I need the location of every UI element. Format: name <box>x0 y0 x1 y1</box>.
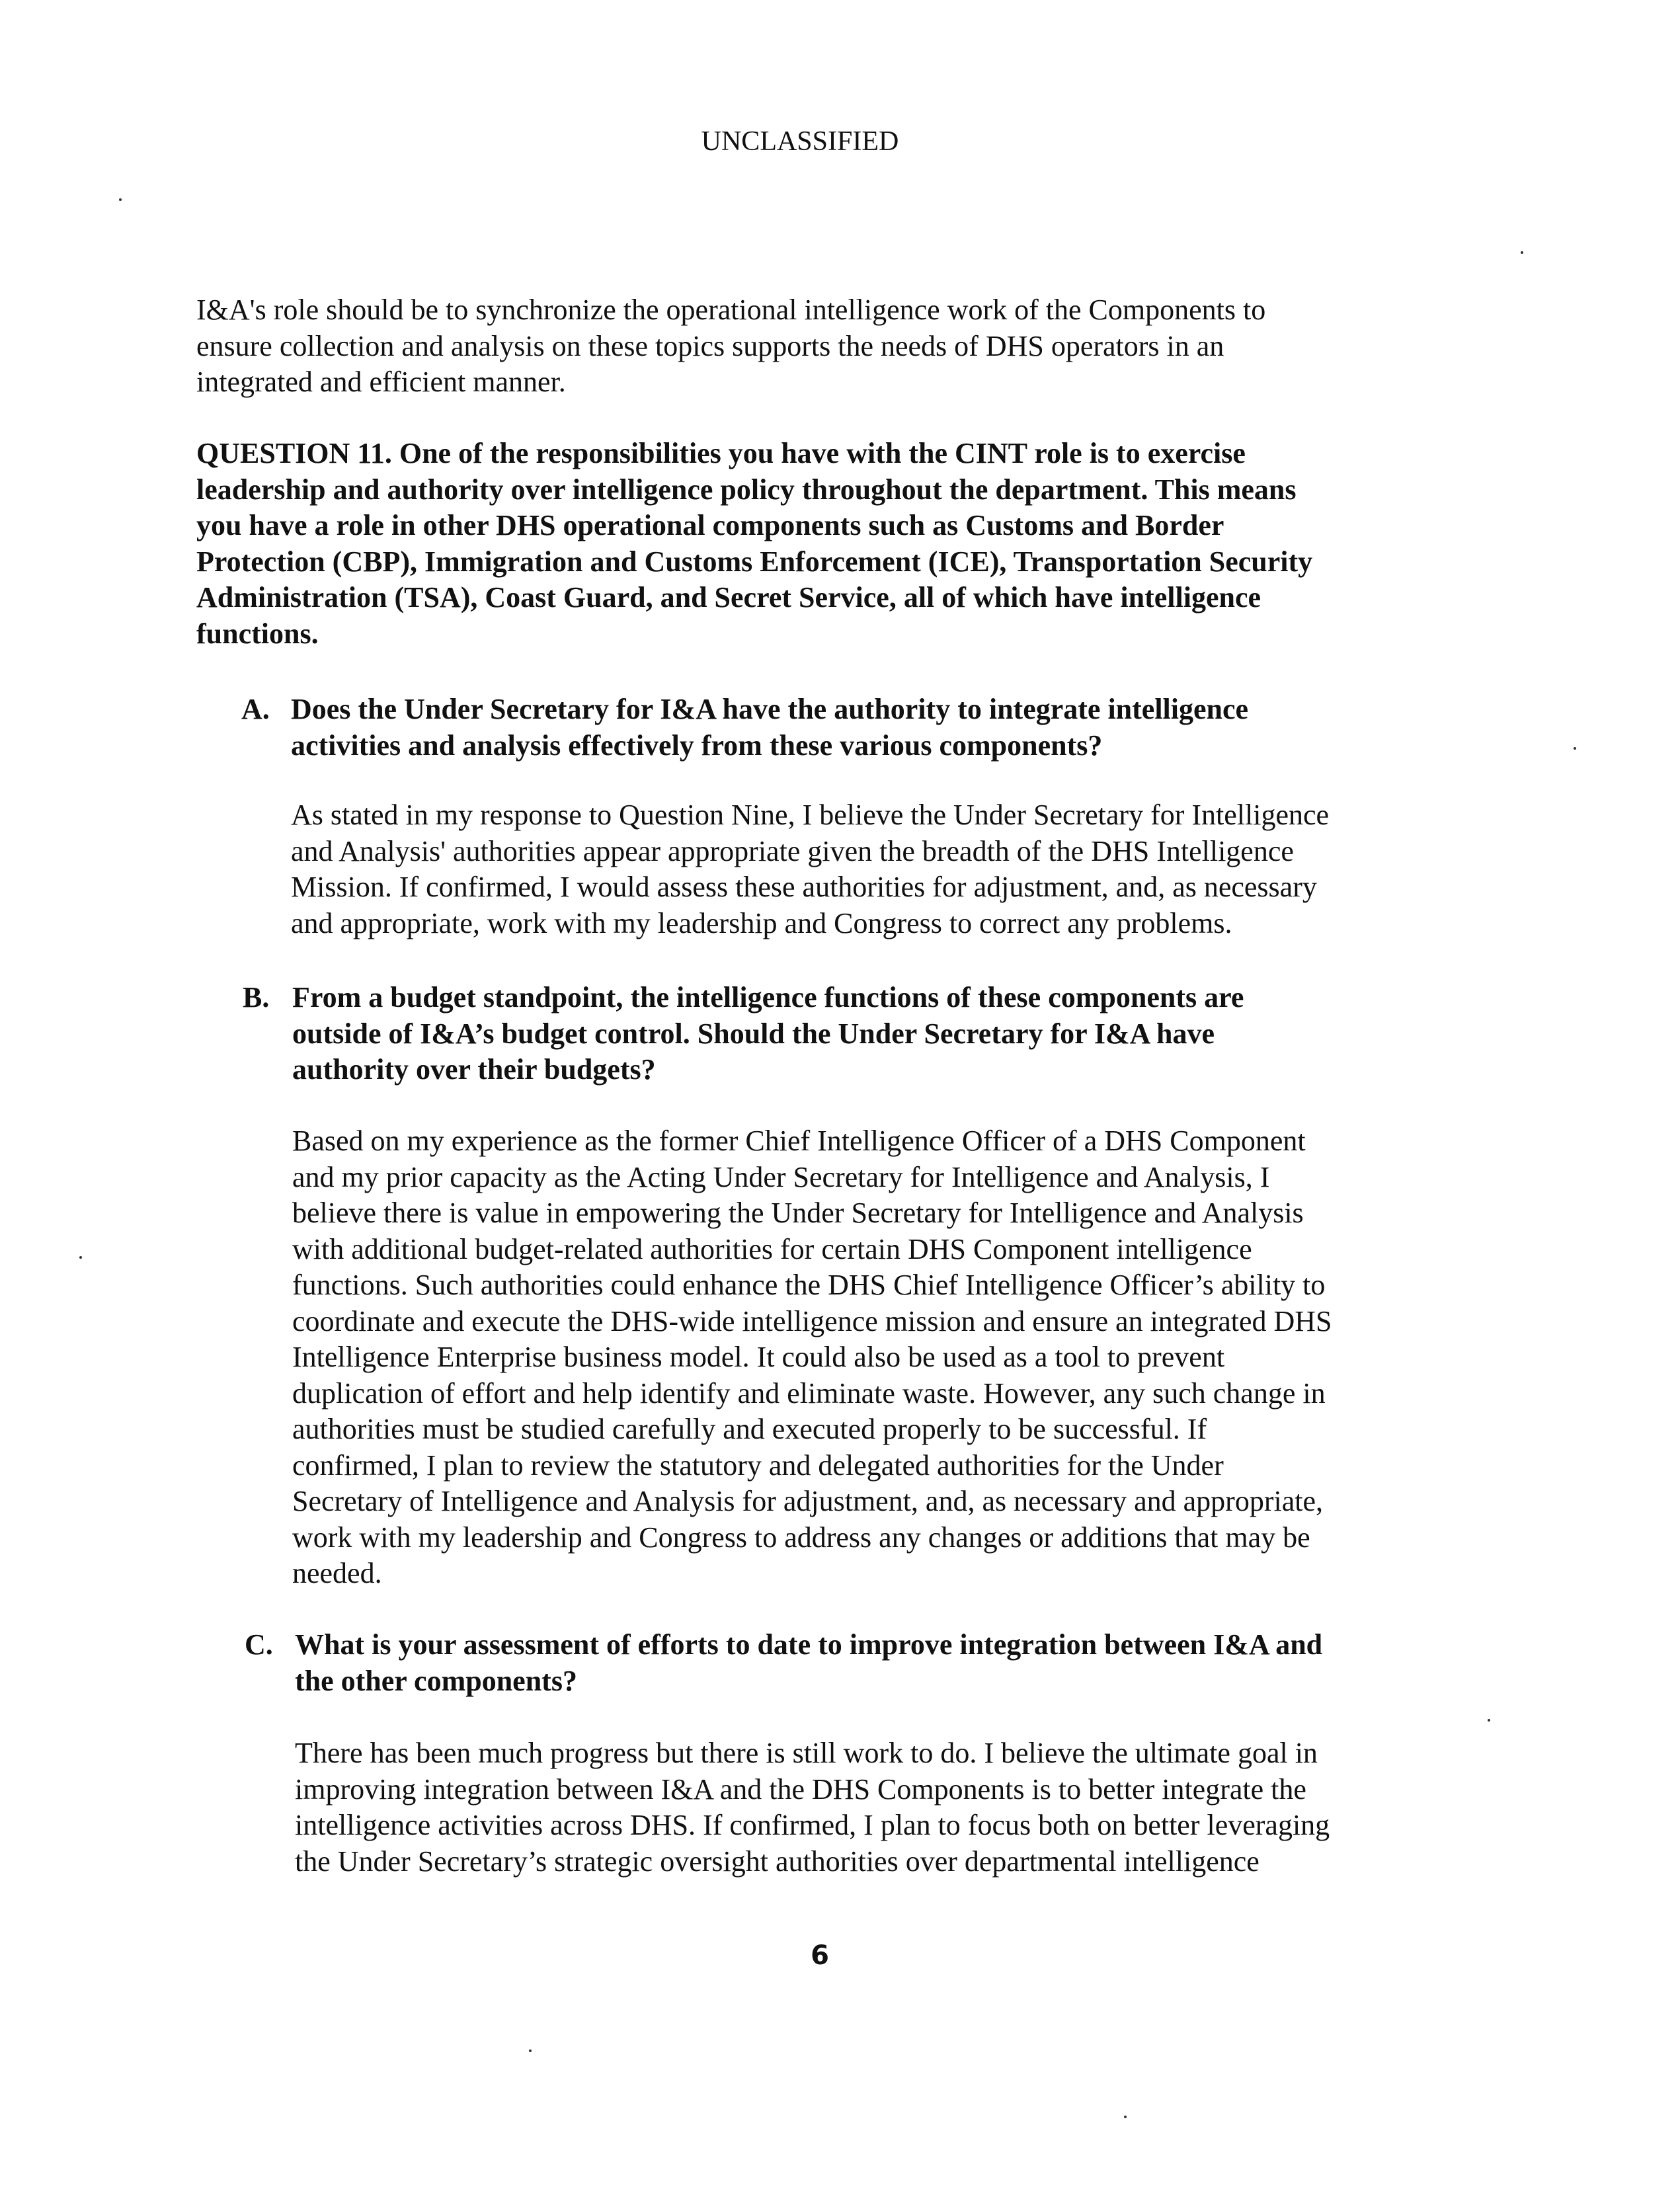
answer-b <box>292 1123 1332 1592</box>
text-line: with additional budget-related authorities for certain DHS Component intelligence <box>292 1232 1252 1265</box>
question-11 <box>196 435 1312 651</box>
classification-header: UNCLASSIFIED <box>701 126 899 157</box>
subquestion-label: C. <box>245 1628 273 1661</box>
scan-speck <box>1521 251 1523 254</box>
subquestion-a <box>291 692 1248 764</box>
subquestion-b <box>292 980 1244 1088</box>
text-line: outside of I&A’s budget control. Should the Under Secretary for I&A have <box>292 1017 1215 1050</box>
subquestion-label: A. <box>241 693 270 725</box>
text-line: As stated in my response to Question Nine, I believe the Under Secretary for Intelligence <box>291 799 1330 831</box>
text-line: improving integration between I&A and the DHS Components is to better integrate the <box>295 1772 1306 1806</box>
text-line: intelligence activities across DHS. If confirmed, I plan to focus both on better leveraging <box>295 1809 1330 1841</box>
text-line: coordinate and execute the DHS-wide intelligence mission and ensure an integrated DHS <box>292 1304 1332 1337</box>
intro-paragraph <box>196 292 1265 401</box>
answer-c <box>295 1735 1330 1880</box>
text-line: What is your assessment of efforts to date to improve integration between I&A and <box>295 1628 1323 1661</box>
text-line: and appropriate, work with my leadership and Congress to correct any problems. <box>291 906 1232 939</box>
text-line: Based on my experience as the former Chief Intelligence Officer of a DHS Component <box>292 1125 1306 1157</box>
text-line: functions. <box>196 617 319 650</box>
text-line: Administration (TSA), Coast Guard, and Secret Service, all of which have intelligence <box>196 581 1261 614</box>
text-line: From a budget standpoint, the intelligence functions of these components are <box>292 981 1244 1013</box>
text-line: and my prior capacity as the Acting Under Secretary for Intelligence and Analysis, I <box>292 1160 1270 1193</box>
text-line: confirmed, I plan to review the statutory and delegated authorities for the Under <box>292 1449 1224 1482</box>
text-line: leadership and authority over intelligence policy throughout the department. This means <box>196 473 1297 506</box>
text-line: Intelligence Enterprise business model. It could also be used as a tool to prevent <box>292 1341 1225 1373</box>
text-line: authority over their budgets? <box>292 1053 656 1086</box>
text-line: QUESTION 11. One of the responsibilities you have with the CINT role is to exercise <box>196 437 1246 469</box>
scan-speck <box>79 1256 82 1259</box>
answer-a <box>291 797 1329 941</box>
text-line: authorities must be studied carefully and executed properly to be successful. If <box>292 1413 1207 1445</box>
text-line: work with my leadership and Congress to address any changes or additions that may be <box>292 1521 1310 1554</box>
text-line: duplication of effort and help identify and eliminate waste. However, any such change in <box>292 1376 1326 1410</box>
subquestion-c <box>295 1627 1322 1699</box>
text-line: the other components? <box>295 1664 577 1697</box>
scan-speck <box>1124 2116 1127 2118</box>
scan-speck <box>1574 747 1576 750</box>
subquestion-label: B. <box>243 981 270 1013</box>
text-line: I&A's role should be to synchronize the operational intelligence work of the Components to <box>196 294 1266 326</box>
text-line: There has been much progress but there is still work to do. I believe the ultimate goal in <box>295 1737 1318 1769</box>
scan-speck <box>119 198 122 201</box>
text-line: activities and analysis effectively from these various components? <box>291 729 1103 762</box>
text-line: Does the Under Secretary for I&A have the authority to integrate intelligence <box>291 693 1249 725</box>
text-line: needed. <box>292 1557 382 1589</box>
text-line: and Analysis' authorities appear appropriate given the breadth of the DHS Intelligence <box>291 834 1294 867</box>
text-line: functions. Such authorities could enhance the DHS Chief Intelligence Officer’s ability to <box>292 1269 1326 1301</box>
text-line: believe there is value in empowering the Under Secretary for Intelligence and Analysis <box>292 1197 1304 1229</box>
text-line: the Under Secretary’s strategic oversight authorities over departmental intelligence <box>295 1845 1260 1878</box>
text-line: you have a role in other DHS operational components such as Customs and Border <box>196 509 1224 541</box>
text-line: Protection (CBP), Immigration and Customs Enforcement (ICE), Transportation Security <box>196 545 1313 578</box>
text-line: integrated and efficient manner. <box>196 366 566 398</box>
scan-speck <box>529 2049 532 2052</box>
text-line: Secretary of Intelligence and Analysis for adjustment, and, as necessary and appropriate, <box>292 1485 1323 1517</box>
page-number: 6 <box>811 1940 829 1971</box>
text-line: Mission. If confirmed, I would assess these authorities for adjustment, and, as necessary <box>291 871 1317 903</box>
text-line: ensure collection and analysis on these topics supports the needs of DHS operators in an <box>196 329 1224 362</box>
scan-speck <box>1488 1719 1490 1722</box>
